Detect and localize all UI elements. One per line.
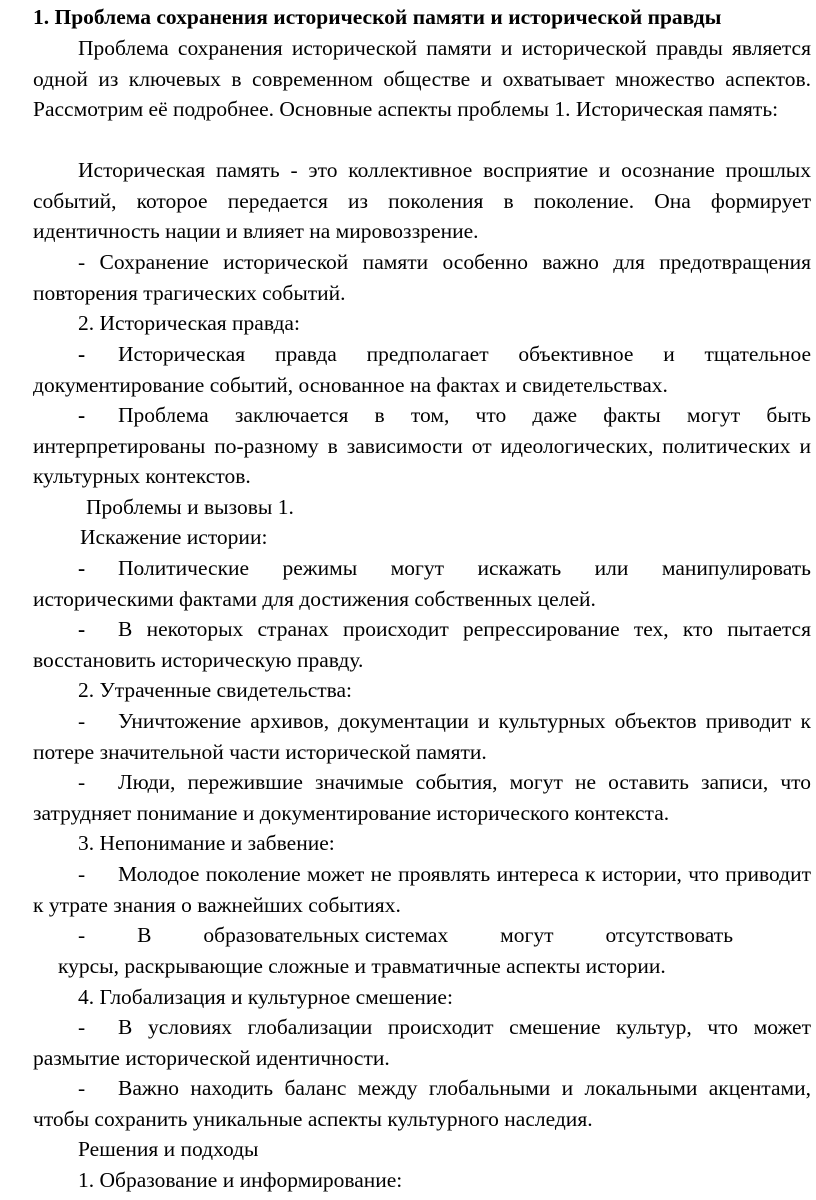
list-item-text: Люди, пережившие значимые события, могут не оставить записи, что затрудняет понимание и документирование исторического контекста. — [33, 770, 811, 825]
list-item-text: В условиях глобализации происходит смешение культур, что может размытие исторической идентичности. — [33, 1015, 811, 1070]
word: могут — [500, 923, 554, 947]
list-item-text: Уничтожение архивов, документации и культурных объектов приводит к потере значительной части исторической памяти. — [33, 709, 811, 764]
heading-historical-truth: 2. Историческая правда: — [78, 311, 300, 335]
list-item-text: Проблема заключается в том, что даже факты могут быть интерпретированы по-разному в зависимости от идеологических, политических и культурных контекстов. — [33, 403, 811, 489]
dash-marker: - — [78, 1015, 86, 1039]
paragraph-memory-definition: Историческая память - это коллективное восприятие и осознание прошлых событий, которое передается из поколения в поколение. Она формирует идентичность нации и влияет на мировоззрение. — [33, 158, 811, 244]
heading-solutions: Решения и подходы — [78, 1137, 259, 1161]
dash-marker: - — [78, 342, 86, 366]
heading-lost-evidence: 2. Утраченные свидетельства: — [78, 678, 353, 702]
list-item-text: В некоторых странах происходит репрессирование тех, кто пытается восстановить историческую правду. — [33, 617, 811, 672]
heading-problems-challenges: Проблемы и вызовы 1. — [86, 495, 294, 519]
dash-marker: - — [78, 770, 86, 794]
heading-history-distortion: Искажение истории: — [80, 525, 268, 549]
dash-marker: - — [78, 403, 86, 427]
paragraph-memory-preservation: - Сохранение исторической памяти особенно важно для предотвращения повторения трагических событий. — [33, 250, 811, 305]
section-title: 1. Проблема сохранения исторической памяти и исторической правды — [33, 5, 722, 29]
list-item — [33, 1073, 811, 1134]
list-item-text: Политические режимы могут искажать или манипулировать историческими фактами для достижения собственных целей. — [33, 556, 811, 611]
list-item-continuation: курсы, раскрывающие сложные и травматичные аспекты истории. — [58, 954, 666, 978]
list-item-text: Важно находить баланс между глобальными и локальными акцентами, чтобы сохранить уникальные аспекты культурного наследия. — [33, 1076, 811, 1131]
list-item-text: Историческая правда предполагает объективное и тщательное документирование событий, основанное на фактах и свидетельствах. — [33, 342, 811, 397]
heading-misunderstanding-oblivion: 3. Непонимание и забвение: — [78, 831, 335, 855]
list-item — [33, 400, 811, 492]
heading-globalization: 4. Глобализация и культурное смешение: — [78, 985, 453, 1009]
list-item-text: Молодое поколение может не проявлять интереса к истории, что приводит к утрате знания о важнейших событиях. — [33, 862, 811, 917]
list-item — [33, 706, 811, 767]
list-item-spread-line — [78, 920, 733, 951]
dash-marker: - — [78, 862, 86, 886]
list-item — [33, 859, 811, 920]
list-item — [33, 339, 811, 400]
dash-marker: - — [78, 709, 86, 733]
dash-marker: - — [78, 1076, 86, 1100]
dash-marker: - — [78, 923, 86, 947]
word: образовательных системах — [203, 923, 449, 947]
list-item — [33, 767, 811, 828]
dash-marker: - — [78, 556, 86, 580]
word: отсутствовать — [605, 923, 733, 947]
word: В — [137, 923, 152, 947]
list-item — [33, 1012, 811, 1073]
paragraph-intro: Проблема сохранения исторической памяти и исторической правды является одной из ключевых в современном обществе и охватывает множество аспектов. Рассмотрим её подробнее. Основные аспекты проблемы 1. Историческая память: — [33, 36, 811, 122]
list-item — [33, 614, 811, 675]
dash-marker: - — [78, 617, 86, 641]
heading-education: 1. Образование и информирование: — [78, 1168, 403, 1192]
list-item — [33, 553, 811, 614]
